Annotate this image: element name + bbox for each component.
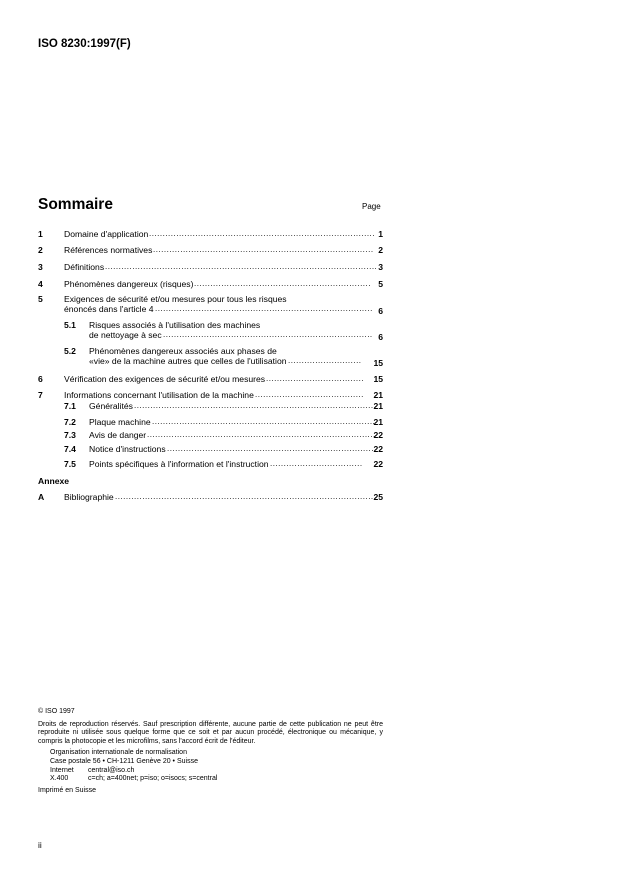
toc-entry-number: 6 bbox=[38, 374, 43, 384]
toc-entry-page: 21 bbox=[373, 417, 383, 427]
postal-address: Case postale 56 • CH-1211 Genève 20 • Suisse bbox=[50, 757, 198, 765]
copyright-notice bbox=[38, 708, 383, 795]
dot-leader: ............................................................................ bbox=[167, 444, 374, 453]
dot-leader: ................................................................................. bbox=[153, 245, 374, 254]
printed-in: Imprimé en Suisse bbox=[38, 786, 96, 794]
toc-entry-number: A bbox=[38, 492, 45, 502]
toc-entry-title: Références normatives bbox=[64, 245, 153, 255]
toc-entry-title: de nettoyage à sec bbox=[89, 330, 162, 340]
dot-leader: .................................................................................. bbox=[152, 417, 376, 426]
toc-entry-number: 7 bbox=[38, 390, 43, 400]
toc-entry bbox=[38, 346, 383, 366]
toc-entry-number: 5 bbox=[38, 294, 43, 304]
toc-entry bbox=[38, 320, 383, 340]
toc-entry-page: 2 bbox=[378, 245, 383, 255]
toc-entry-page: 15 bbox=[373, 374, 383, 384]
dot-leader: ................................................................................ bbox=[155, 304, 373, 313]
toc-entry-number: 7.4 bbox=[64, 444, 76, 454]
toc-entry-title: énoncés dans l'article 4 bbox=[64, 304, 154, 314]
toc-entry-number: 5.2 bbox=[64, 346, 76, 356]
toc-entry-page: 22 bbox=[373, 459, 383, 469]
annex-heading: Annexe bbox=[38, 476, 70, 486]
toc-entry-title: Généralités bbox=[89, 401, 133, 411]
toc-entry-number: 5.1 bbox=[64, 320, 76, 330]
toc-entry-page: 22 bbox=[373, 430, 383, 440]
dot-leader: ........................... bbox=[288, 356, 362, 365]
toc-entry-title: Phénomènes dangereux (risques) bbox=[64, 279, 194, 289]
toc-entry-page: 21 bbox=[373, 401, 383, 411]
toc-title: Sommaire bbox=[38, 196, 113, 213]
dot-leader: .................................. bbox=[270, 459, 363, 468]
document-id: ISO 8230:1997(F) bbox=[38, 38, 131, 50]
internet-address: central@iso.ch bbox=[88, 766, 135, 774]
dot-leader: ......................................................................................... bbox=[134, 401, 377, 410]
toc-entry-page: 6 bbox=[378, 306, 383, 316]
toc-entry bbox=[38, 245, 383, 255]
toc-entry-page: 3 bbox=[378, 262, 383, 272]
toc-entry-number: 3 bbox=[38, 262, 43, 272]
toc-entry-title: Notice d'instructions bbox=[89, 444, 166, 454]
toc-entry bbox=[38, 401, 383, 411]
toc-entry-page: 1 bbox=[378, 229, 383, 239]
toc-entry-title: Plaque machine bbox=[89, 417, 151, 427]
toc-entry-title: Points spécifiques à l'information et l'instruction bbox=[89, 459, 269, 469]
toc-entry bbox=[38, 262, 383, 272]
x400-line bbox=[50, 775, 383, 784]
toc-entry-title: «vie» de la machine autres que celles de l'utilisation bbox=[89, 356, 287, 366]
org-name: Organisation internationale de normalisation bbox=[50, 749, 187, 757]
toc-entry-title: Définitions bbox=[64, 262, 105, 272]
toc-entry-page: 21 bbox=[373, 390, 383, 400]
toc-entry-number: 4 bbox=[38, 279, 43, 289]
dot-leader: ................................................................................... bbox=[149, 229, 375, 238]
toc-entry bbox=[38, 229, 383, 239]
dot-leader: ........................................ bbox=[255, 390, 364, 399]
toc-entry-number: 7.2 bbox=[64, 417, 76, 427]
toc-entry-number: 7.3 bbox=[64, 430, 76, 440]
toc-entry-title: Informations concernant l'utilisation de la machine bbox=[64, 390, 254, 400]
toc-entry-title: Bibliographie bbox=[64, 492, 114, 502]
dot-leader: .................................................................................................... bbox=[105, 262, 378, 271]
toc-entry bbox=[38, 430, 383, 440]
toc-entry-title: Risques associés à l'utilisation des machines bbox=[89, 320, 261, 330]
toc-entry-number: 7.5 bbox=[64, 459, 76, 469]
toc-entry-number: 2 bbox=[38, 245, 43, 255]
toc-entry-page: 6 bbox=[378, 332, 383, 342]
dot-leader: .................................................................................... bbox=[147, 430, 376, 439]
x400-address: c=ch; a=400net; p=iso; o=isocs; s=central bbox=[88, 775, 218, 783]
internet-line bbox=[50, 767, 383, 776]
toc-entry bbox=[38, 444, 383, 454]
toc-entry-page: 25 bbox=[373, 492, 383, 502]
dot-leader: ................................................................. bbox=[194, 279, 371, 288]
toc-entry-page: 5 bbox=[378, 279, 383, 289]
annex-entry bbox=[38, 492, 383, 502]
toc-entry bbox=[38, 279, 383, 289]
toc-entry bbox=[38, 459, 383, 469]
toc-entry bbox=[38, 374, 383, 384]
dot-leader: ............................................................................. bbox=[163, 330, 373, 339]
toc-entry-title: Avis de danger bbox=[89, 430, 147, 440]
dot-leader: .................................... bbox=[266, 374, 365, 383]
toc-entry-title: Phénomènes dangereux associés aux phases de bbox=[89, 346, 277, 356]
rights-statement: Droits de reproduction réservés. Sauf prescription différente, aucune partie de cette publication ne peut être reproduite ni utilisée sous quelque forme que ce soit et par aucun procédé, électronique ou mécanique, y compris la photocopie et les microfilms, sans l'accord écrit de l'éditeur. bbox=[38, 720, 383, 745]
x400-label: X.400 bbox=[50, 775, 69, 783]
toc-entry-title: Exigences de sécurité et/ou mesures pour tous les risques bbox=[64, 294, 287, 304]
toc-page-column-label: Page bbox=[362, 202, 381, 211]
internet-label: Internet bbox=[50, 766, 74, 774]
copyright-line: © ISO 1997 bbox=[38, 708, 75, 715]
toc-entry-page: 22 bbox=[373, 444, 383, 454]
toc-entry-number: 7.1 bbox=[64, 401, 76, 411]
page-number: ii bbox=[38, 840, 42, 850]
toc-entry bbox=[38, 294, 383, 314]
toc-entry-title: Vérification des exigences de sécurité et/ou mesures bbox=[64, 374, 266, 384]
toc-entry-number: 1 bbox=[38, 229, 43, 239]
toc-entry-page: 15 bbox=[373, 358, 383, 368]
dot-leader: ................................................................................................ bbox=[115, 492, 377, 501]
publisher-address bbox=[38, 749, 383, 783]
toc-entry-title: Domaine d'application bbox=[64, 229, 149, 239]
toc-entry bbox=[38, 390, 383, 400]
toc-entry bbox=[38, 417, 383, 427]
